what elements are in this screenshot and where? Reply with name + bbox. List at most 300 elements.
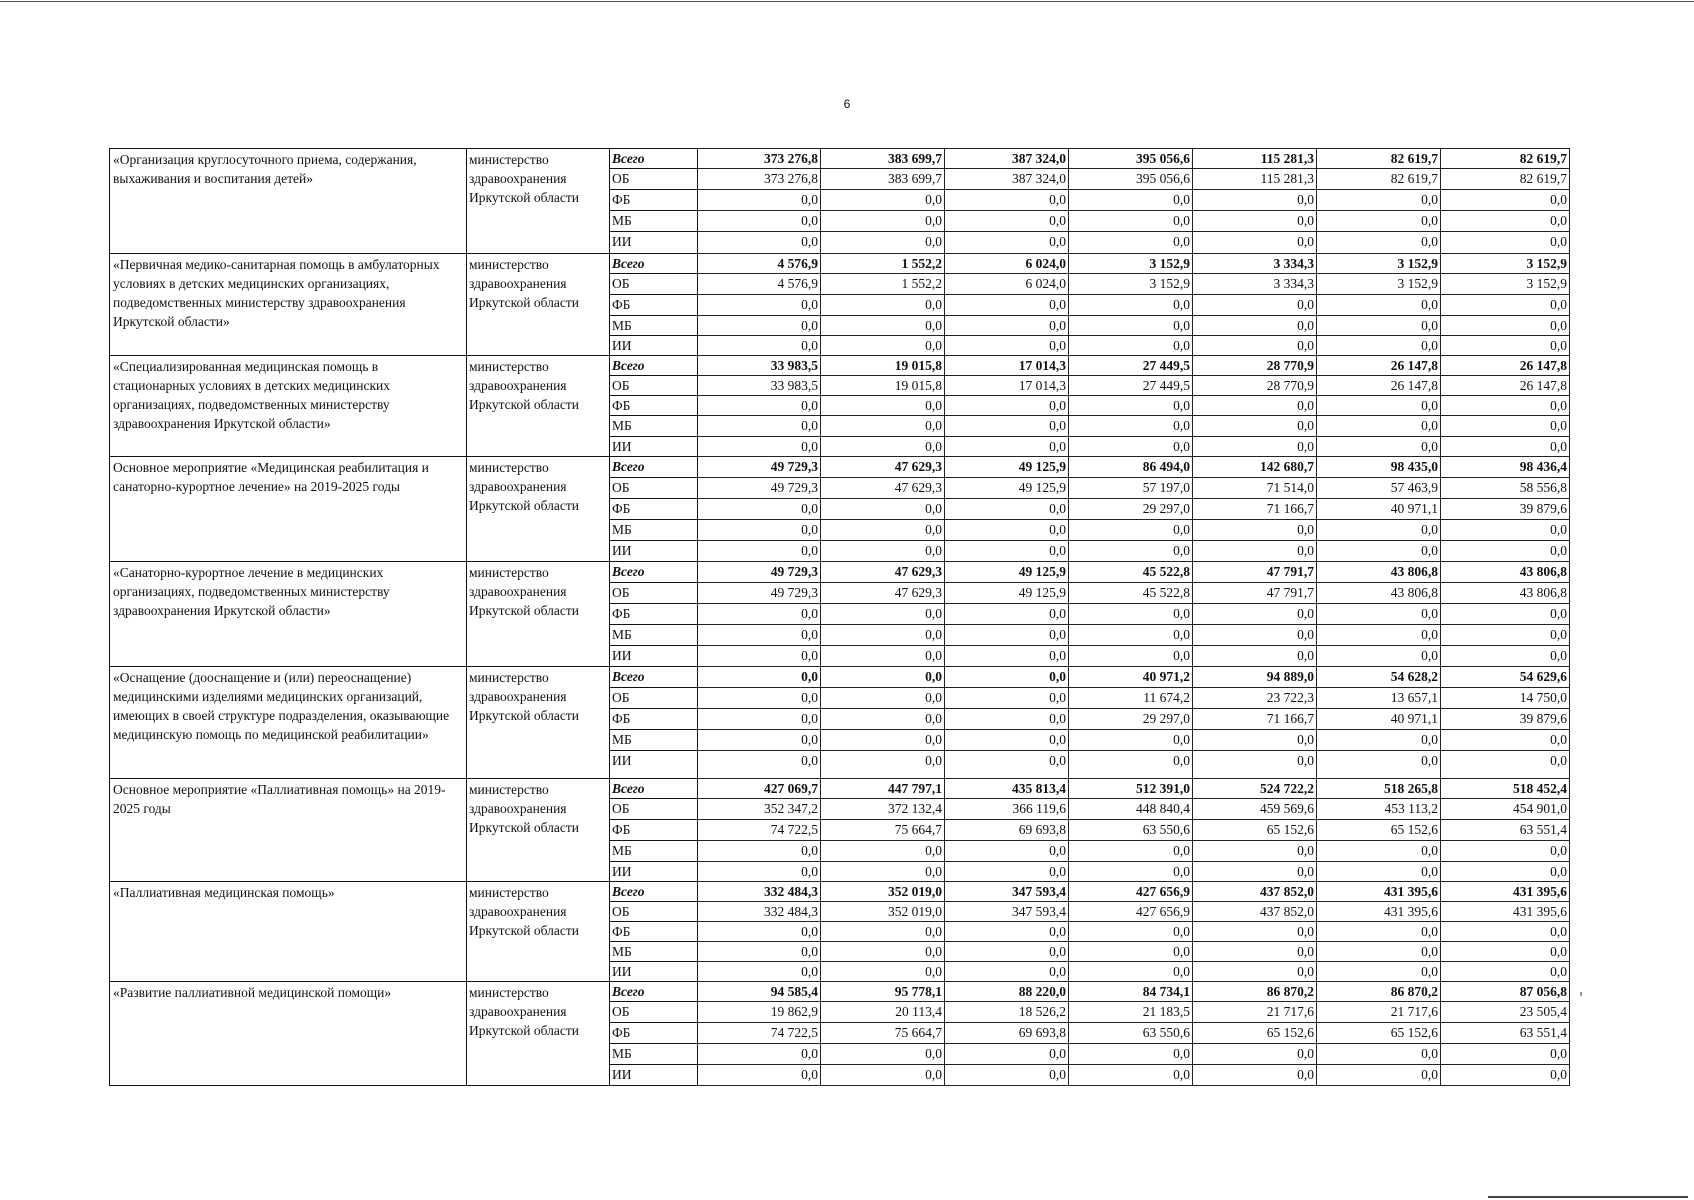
amount-cell: 0,0 [821,190,945,211]
amount-cell: 74 722,5 [698,1023,821,1044]
amount-cell: 19 015,8 [821,376,945,396]
amount-cell: 0,0 [1441,1065,1570,1086]
amount-cell: 4 576,9 [698,274,821,295]
responsible-executor: министерство здравоохранения Иркутской области [467,667,610,779]
amount-cell: 88 220,0 [945,982,1069,1002]
amount-cell: 95 778,1 [821,982,945,1002]
amount-cell: 45 522,8 [1069,562,1193,583]
amount-cell: 0,0 [698,922,821,942]
amount-cell: 0,0 [1441,295,1570,316]
amount-cell: 6 024,0 [945,274,1069,295]
amount-cell: 27 449,5 [1069,376,1193,396]
amount-cell: 0,0 [1193,862,1317,882]
amount-cell: 0,0 [945,646,1069,667]
amount-cell: 0,0 [698,688,821,709]
amount-cell: 352 347,2 [698,799,821,820]
amount-cell: 49 125,9 [945,457,1069,478]
amount-cell: 63 551,4 [1441,1023,1570,1044]
funding-source: Всего [610,982,698,1002]
amount-cell: 43 806,8 [1317,583,1441,604]
responsible-executor: министерство здравоохранения Иркутской области [467,457,610,562]
amount-cell: 33 983,5 [698,376,821,396]
amount-cell: 0,0 [1193,336,1317,356]
amount-cell: 3 152,9 [1069,274,1193,295]
amount-cell: 0,0 [1441,437,1570,457]
amount-cell: 82 619,7 [1317,149,1441,169]
funding-source: ИИ [610,962,698,982]
amount-cell: 0,0 [821,1044,945,1065]
amount-cell: 427 069,7 [698,779,821,799]
amount-cell: 0,0 [698,541,821,562]
amount-cell: 0,0 [1317,751,1441,779]
amount-cell: 63 550,6 [1069,1023,1193,1044]
funding-source: ОБ [610,1002,698,1023]
amount-cell: 0,0 [1317,211,1441,232]
amount-cell: 0,0 [1069,295,1193,316]
funding-source: ИИ [610,751,698,779]
amount-cell: 448 840,4 [1069,799,1193,820]
amount-cell: 14 750,0 [1441,688,1570,709]
amount-cell: 28 770,9 [1193,356,1317,376]
amount-cell: 0,0 [821,295,945,316]
amount-cell: 49 125,9 [945,583,1069,604]
amount-cell: 0,0 [698,730,821,751]
funding-source: ОБ [610,583,698,604]
amount-cell: 0,0 [821,211,945,232]
amount-cell: 0,0 [945,316,1069,336]
amount-cell: 65 152,6 [1193,1023,1317,1044]
amount-cell: 75 664,7 [821,820,945,841]
amount-cell: 0,0 [1193,396,1317,416]
responsible-executor: министерство здравоохранения Иркутской области [467,562,610,667]
amount-cell: 21 717,6 [1193,1002,1317,1023]
amount-cell: 0,0 [1441,962,1570,982]
amount-cell: 0,0 [1069,190,1193,211]
funding-source: ФБ [610,922,698,942]
funding-source: ОБ [610,799,698,820]
amount-cell: 43 806,8 [1441,562,1570,583]
amount-cell: 23 505,4 [1441,1002,1570,1023]
scan-edge-top [0,1,1694,2]
amount-cell: 0,0 [698,416,821,437]
funding-source: Всего [610,779,698,799]
amount-cell: 387 324,0 [945,149,1069,169]
scan-edge-bottom-right [1488,1196,1688,1198]
amount-cell: 57 463,9 [1317,478,1441,499]
amount-cell: 0,0 [821,416,945,437]
budget-table-body [110,149,1570,1086]
amount-cell: 0,0 [1069,646,1193,667]
amount-cell: 43 806,8 [1317,562,1441,583]
amount-cell: 0,0 [1069,862,1193,882]
amount-cell: 431 395,6 [1317,902,1441,922]
amount-cell: 0,0 [1441,211,1570,232]
amount-cell: 39 879,6 [1441,709,1570,730]
amount-cell: 27 449,5 [1069,356,1193,376]
amount-cell: 0,0 [821,316,945,336]
amount-cell: 19 015,8 [821,356,945,376]
amount-cell: 0,0 [945,232,1069,254]
funding-source: ФБ [610,499,698,520]
amount-cell: 0,0 [1193,541,1317,562]
amount-cell: 518 265,8 [1317,779,1441,799]
amount-cell: 43 806,8 [1441,583,1570,604]
amount-cell: 524 722,2 [1193,779,1317,799]
funding-source: ИИ [610,862,698,882]
amount-cell: 65 152,6 [1317,1023,1441,1044]
amount-cell: 47 629,3 [821,583,945,604]
amount-cell: 0,0 [945,499,1069,520]
funding-source: ИИ [610,541,698,562]
amount-cell: 0,0 [698,1065,821,1086]
amount-cell: 0,0 [1069,336,1193,356]
amount-cell: 0,0 [698,295,821,316]
table-row [110,982,1570,1002]
table-row [110,254,1570,274]
amount-cell: 47 791,7 [1193,583,1317,604]
table-row [110,457,1570,478]
amount-cell: 74 722,5 [698,820,821,841]
amount-cell: 0,0 [1193,751,1317,779]
amount-cell: 47 791,7 [1193,562,1317,583]
amount-cell: 0,0 [945,1044,1069,1065]
funding-source: ФБ [610,1023,698,1044]
amount-cell: 98 436,4 [1441,457,1570,478]
amount-cell: 332 484,3 [698,902,821,922]
amount-cell: 0,0 [698,667,821,688]
amount-cell: 63 551,4 [1441,820,1570,841]
amount-cell: 21 717,6 [1317,1002,1441,1023]
funding-source: МБ [610,316,698,336]
amount-cell: 28 770,9 [1193,376,1317,396]
amount-cell: 49 729,3 [698,562,821,583]
amount-cell: 71 514,0 [1193,478,1317,499]
amount-cell: 115 281,3 [1193,149,1317,169]
amount-cell: 0,0 [698,499,821,520]
amount-cell: 332 484,3 [698,882,821,902]
amount-cell: 84 734,1 [1069,982,1193,1002]
amount-cell: 372 132,4 [821,799,945,820]
amount-cell: 0,0 [1441,604,1570,625]
amount-cell: 0,0 [1069,751,1193,779]
amount-cell: 0,0 [1441,1044,1570,1065]
amount-cell: 383 699,7 [821,169,945,190]
amount-cell: 26 147,8 [1441,376,1570,396]
amount-cell: 0,0 [945,942,1069,962]
amount-cell: 395 056,6 [1069,169,1193,190]
amount-cell: 0,0 [945,190,1069,211]
amount-cell: 0,0 [1317,730,1441,751]
amount-cell: 0,0 [698,646,821,667]
activity-title: «Специализированная медицинская помощь в стационарных условиях в детских медицинских организациях, подведомственных министерству здравоохранения Иркутской области» [110,356,467,457]
amount-cell: 142 680,7 [1193,457,1317,478]
funding-source: ИИ [610,437,698,457]
amount-cell: 437 852,0 [1193,902,1317,922]
amount-cell: 447 797,1 [821,779,945,799]
amount-cell: 0,0 [821,730,945,751]
amount-cell: 383 699,7 [821,149,945,169]
page-number: 6 [843,97,851,111]
amount-cell: 57 197,0 [1069,478,1193,499]
funding-source: ФБ [610,396,698,416]
amount-cell: 0,0 [1441,316,1570,336]
table-row [110,149,1570,169]
amount-cell: 0,0 [1317,336,1441,356]
amount-cell: 49 729,3 [698,457,821,478]
funding-source: ОБ [610,478,698,499]
amount-cell: 13 657,1 [1317,688,1441,709]
amount-cell: 0,0 [1193,437,1317,457]
responsible-executor: министерство здравоохранения Иркутской области [467,779,610,882]
funding-source: ИИ [610,336,698,356]
amount-cell: 82 619,7 [1317,169,1441,190]
amount-cell: 39 879,6 [1441,499,1570,520]
amount-cell: 0,0 [821,499,945,520]
amount-cell: 0,0 [945,625,1069,646]
amount-cell: 427 656,9 [1069,882,1193,902]
amount-cell: 49 729,3 [698,478,821,499]
amount-cell: 98 435,0 [1317,457,1441,478]
amount-cell: 3 152,9 [1317,274,1441,295]
funding-source: Всего [610,149,698,169]
funding-source: Всего [610,882,698,902]
amount-cell: 0,0 [821,437,945,457]
amount-cell: 0,0 [821,962,945,982]
amount-cell: 94 889,0 [1193,667,1317,688]
amount-cell: 0,0 [1069,841,1193,862]
amount-cell: 0,0 [698,709,821,730]
amount-cell: 33 983,5 [698,356,821,376]
amount-cell: 86 494,0 [1069,457,1193,478]
amount-cell: 0,0 [945,416,1069,437]
amount-cell: 82 619,7 [1441,169,1570,190]
amount-cell: 11 674,2 [1069,688,1193,709]
amount-cell: 45 522,8 [1069,583,1193,604]
amount-cell: 20 113,4 [821,1002,945,1023]
amount-cell: 0,0 [945,437,1069,457]
amount-cell: 0,0 [1317,922,1441,942]
amount-cell: 0,0 [1441,751,1570,779]
amount-cell: 0,0 [945,604,1069,625]
amount-cell: 17 014,3 [945,356,1069,376]
amount-cell: 0,0 [1193,1044,1317,1065]
amount-cell: 3 152,9 [1317,254,1441,274]
funding-source: Всего [610,457,698,478]
responsible-executor: министерство здравоохранения Иркутской области [467,356,610,457]
funding-source: ИИ [610,646,698,667]
amount-cell: 0,0 [1441,396,1570,416]
scan-mark-right [1580,992,1582,996]
amount-cell: 21 183,5 [1069,1002,1193,1023]
amount-cell: 23 722,3 [1193,688,1317,709]
amount-cell: 435 813,4 [945,779,1069,799]
amount-cell: 431 395,6 [1441,882,1570,902]
amount-cell: 17 014,3 [945,376,1069,396]
funding-source: МБ [610,942,698,962]
amount-cell: 0,0 [1317,437,1441,457]
amount-cell: 0,0 [821,688,945,709]
amount-cell: 0,0 [698,604,821,625]
amount-cell: 0,0 [821,751,945,779]
amount-cell: 0,0 [821,232,945,254]
activity-title: «Первичная медико-санитарная помощь в амбулаторных условиях в детских медицинских организациях, подведомственных министерству здравоохранения Иркутской области» [110,254,467,356]
amount-cell: 0,0 [1317,942,1441,962]
amount-cell: 437 852,0 [1193,882,1317,902]
amount-cell: 0,0 [1193,416,1317,437]
amount-cell: 373 276,8 [698,149,821,169]
amount-cell: 373 276,8 [698,169,821,190]
amount-cell: 19 862,9 [698,1002,821,1023]
amount-cell: 0,0 [945,396,1069,416]
amount-cell: 49 125,9 [945,478,1069,499]
amount-cell: 453 113,2 [1317,799,1441,820]
responsible-executor: министерство здравоохранения Иркутской области [467,882,610,982]
amount-cell: 0,0 [821,541,945,562]
amount-cell: 0,0 [698,751,821,779]
amount-cell: 0,0 [1317,295,1441,316]
amount-cell: 29 297,0 [1069,709,1193,730]
amount-cell: 0,0 [698,437,821,457]
amount-cell: 0,0 [698,625,821,646]
funding-source: Всего [610,356,698,376]
amount-cell: 0,0 [945,751,1069,779]
amount-cell: 0,0 [1193,211,1317,232]
amount-cell: 0,0 [1193,646,1317,667]
amount-cell: 0,0 [1441,922,1570,942]
amount-cell: 3 152,9 [1441,254,1570,274]
amount-cell: 0,0 [1069,604,1193,625]
amount-cell: 352 019,0 [821,902,945,922]
amount-cell: 0,0 [1069,396,1193,416]
funding-source: Всего [610,562,698,583]
amount-cell: 0,0 [1441,625,1570,646]
amount-cell: 0,0 [945,688,1069,709]
activity-title: «Организация круглосуточного приема, содержания, выхаживания и воспитания детей» [110,149,467,254]
amount-cell: 87 056,8 [1441,982,1570,1002]
funding-source: ИИ [610,1065,698,1086]
amount-cell: 0,0 [1069,962,1193,982]
amount-cell: 1 552,2 [821,254,945,274]
amount-cell: 0,0 [945,541,1069,562]
funding-source: ОБ [610,688,698,709]
amount-cell: 0,0 [1441,942,1570,962]
funding-source: ОБ [610,169,698,190]
amount-cell: 0,0 [1069,1065,1193,1086]
amount-cell: 0,0 [945,962,1069,982]
amount-cell: 0,0 [1193,962,1317,982]
table-row [110,562,1570,583]
amount-cell: 0,0 [821,1065,945,1086]
amount-cell: 0,0 [945,841,1069,862]
amount-cell: 54 628,2 [1317,667,1441,688]
table-row [110,667,1570,688]
amount-cell: 0,0 [1193,232,1317,254]
amount-cell: 0,0 [1069,541,1193,562]
amount-cell: 0,0 [1193,730,1317,751]
amount-cell: 3 152,9 [1069,254,1193,274]
amount-cell: 0,0 [1441,336,1570,356]
amount-cell: 512 391,0 [1069,779,1193,799]
amount-cell: 0,0 [698,211,821,232]
funding-source: МБ [610,520,698,541]
amount-cell: 0,0 [821,922,945,942]
funding-source: ФБ [610,820,698,841]
amount-cell: 63 550,6 [1069,820,1193,841]
amount-cell: 0,0 [1069,232,1193,254]
activity-title: «Санаторно-курортное лечение в медицинских организациях, подведомственных министерству здравоохранения Иркутской области» [110,562,467,667]
amount-cell: 0,0 [821,336,945,356]
amount-cell: 18 526,2 [945,1002,1069,1023]
amount-cell: 0,0 [1069,416,1193,437]
amount-cell: 0,0 [1069,1044,1193,1065]
funding-source: МБ [610,625,698,646]
amount-cell: 4 576,9 [698,254,821,274]
amount-cell: 518 452,4 [1441,779,1570,799]
amount-cell: 0,0 [821,646,945,667]
amount-cell: 0,0 [1317,232,1441,254]
amount-cell: 0,0 [1069,625,1193,646]
amount-cell: 0,0 [1441,841,1570,862]
amount-cell: 0,0 [698,316,821,336]
amount-cell: 49 729,3 [698,583,821,604]
activity-title: Основное мероприятие «Паллиативная помощь» на 2019-2025 годы [110,779,467,882]
amount-cell: 0,0 [945,336,1069,356]
amount-cell: 0,0 [1193,1065,1317,1086]
amount-cell: 0,0 [821,862,945,882]
amount-cell: 0,0 [698,862,821,882]
funding-source: МБ [610,730,698,751]
amount-cell: 0,0 [1069,922,1193,942]
amount-cell: 0,0 [1193,942,1317,962]
amount-cell: 0,0 [1317,1065,1441,1086]
amount-cell: 0,0 [1069,211,1193,232]
amount-cell: 54 629,6 [1441,667,1570,688]
amount-cell: 0,0 [1317,190,1441,211]
amount-cell: 0,0 [1441,232,1570,254]
amount-cell: 0,0 [1317,862,1441,882]
amount-cell: 86 870,2 [1193,982,1317,1002]
amount-cell: 0,0 [945,922,1069,942]
amount-cell: 0,0 [945,862,1069,882]
amount-cell: 58 556,8 [1441,478,1570,499]
amount-cell: 0,0 [1317,520,1441,541]
amount-cell: 0,0 [945,730,1069,751]
amount-cell: 431 395,6 [1317,882,1441,902]
funding-source: ИИ [610,232,698,254]
funding-source: ФБ [610,190,698,211]
amount-cell: 6 024,0 [945,254,1069,274]
amount-cell: 0,0 [821,841,945,862]
amount-cell: 0,0 [1441,862,1570,882]
funding-source: Всего [610,667,698,688]
amount-cell: 0,0 [1069,316,1193,336]
amount-cell: 0,0 [821,667,945,688]
amount-cell: 0,0 [1317,316,1441,336]
amount-cell: 395 056,6 [1069,149,1193,169]
amount-cell: 0,0 [821,709,945,730]
amount-cell: 47 629,3 [821,457,945,478]
amount-cell: 0,0 [698,1044,821,1065]
amount-cell: 0,0 [821,604,945,625]
amount-cell: 0,0 [1317,962,1441,982]
amount-cell: 0,0 [1317,541,1441,562]
amount-cell: 26 147,8 [1441,356,1570,376]
amount-cell: 40 971,1 [1317,709,1441,730]
activity-title: Основное мероприятие «Медицинская реабилитация и санаторно-курортное лечение» на 2019-2025 годы [110,457,467,562]
amount-cell: 0,0 [1441,541,1570,562]
amount-cell: 0,0 [945,520,1069,541]
funding-source: ОБ [610,376,698,396]
